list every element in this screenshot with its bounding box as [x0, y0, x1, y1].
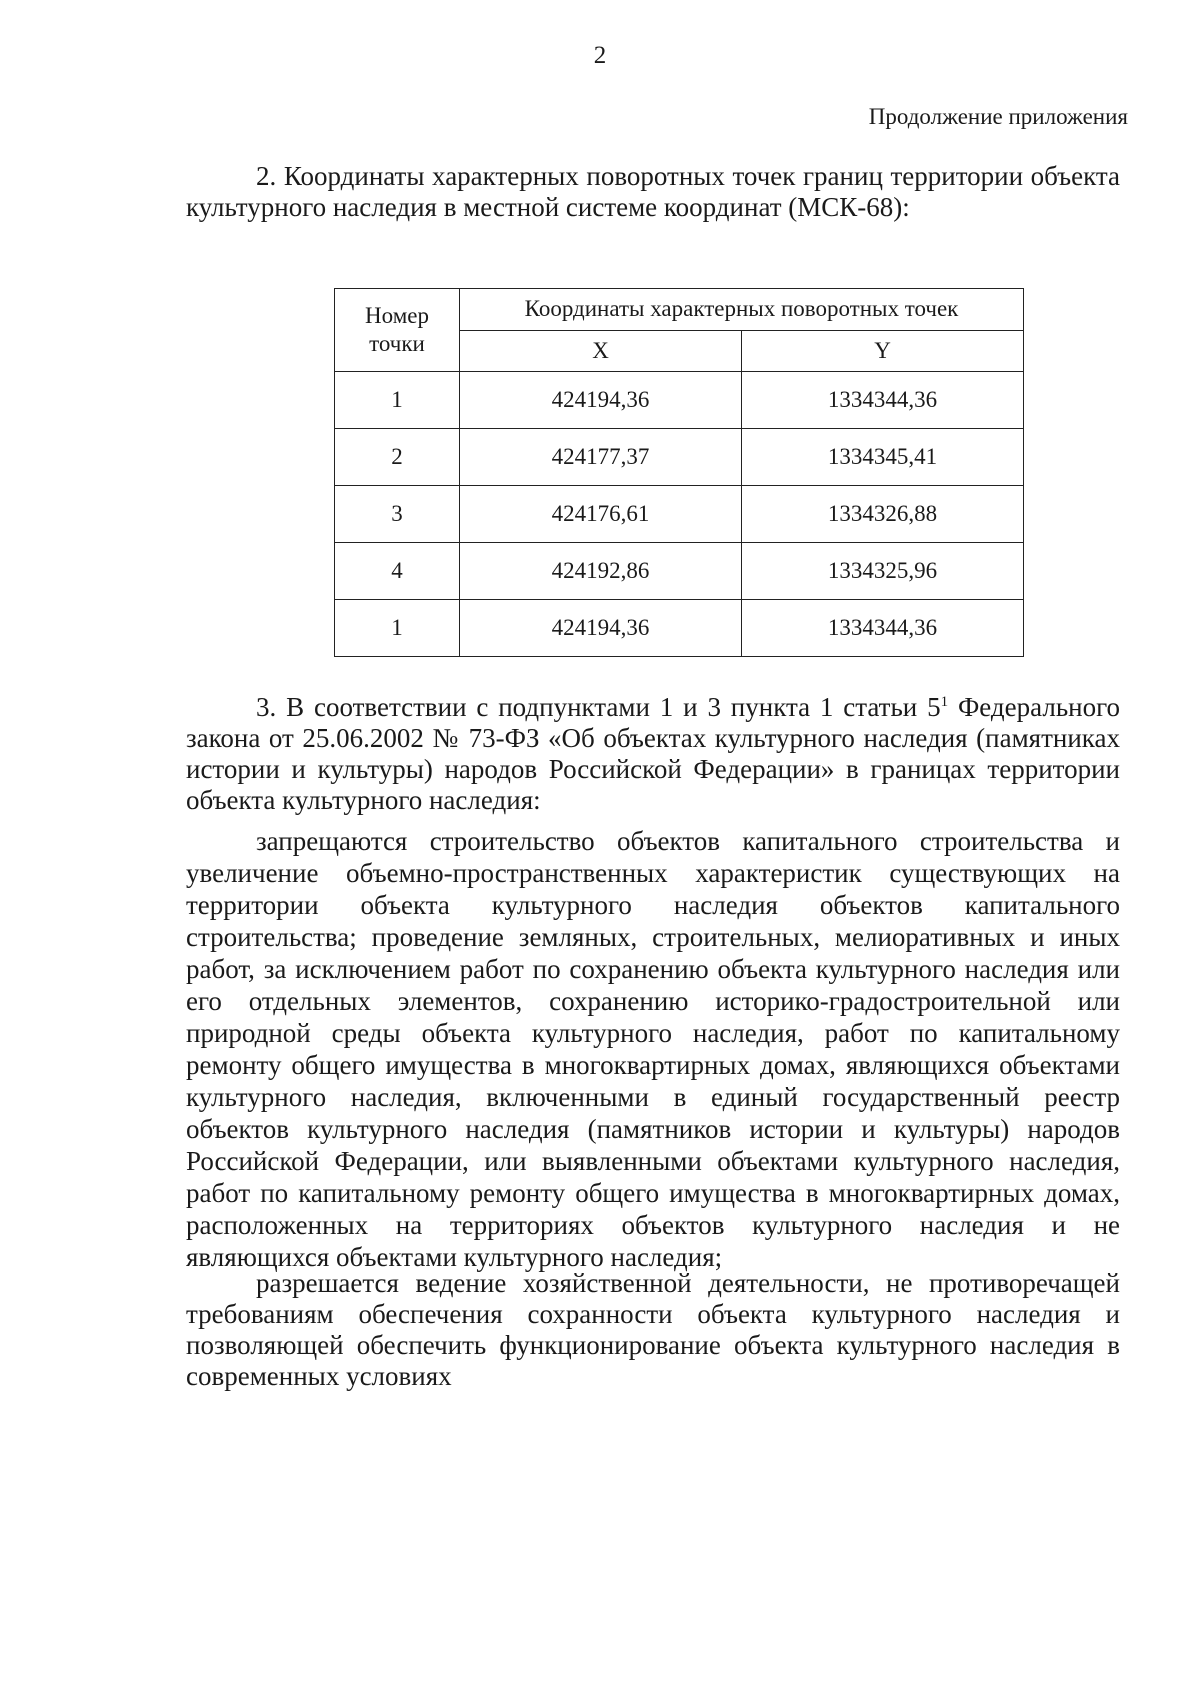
appendix-continuation-note: Продолжение приложения	[868, 104, 1128, 129]
section-3-intro-start: 3. В соответствии с подпунктами 1 и 3 пункта 1 статьи 5	[256, 692, 941, 722]
cell-x-coordinate: 424192,86	[460, 543, 742, 600]
article-superscript: 1	[940, 694, 949, 710]
permitted-activities-paragraph: разрешается ведение хозяйственной деятельности, не противоречащей требованиям обеспечения сохранности объекта культурного наследия и позволяющей обеспечить функционирование объекта культурного наследия в современных условиях	[186, 1268, 1120, 1391]
cell-x-coordinate: 424194,36	[460, 372, 742, 429]
column-header-point-number: Номер точки	[335, 289, 460, 372]
cell-y-coordinate: 1334345,41	[742, 429, 1024, 486]
coordinates-table	[334, 288, 1024, 657]
table-row	[335, 543, 1024, 600]
cell-y-coordinate: 1334326,88	[742, 486, 1024, 543]
cell-y-coordinate: 1334325,96	[742, 543, 1024, 600]
page-number: 2	[593, 42, 607, 69]
table-row	[335, 486, 1024, 543]
cell-point-number: 2	[335, 429, 460, 486]
table-row	[335, 372, 1024, 429]
column-header-x: X	[460, 330, 742, 372]
cell-x-coordinate: 424177,37	[460, 429, 742, 486]
section-3-intro-end: Федерального закона от 25.06.2002 № 73-ФЗ «Об объектах культурного наследия (памятниках истории и культуры) народов Российской Федерации» в границах территории объекта культурного наследия:	[186, 692, 1121, 815]
cell-point-number: 4	[335, 543, 460, 600]
cell-x-coordinate: 424194,36	[460, 600, 742, 657]
prohibited-activities-paragraph: запрещаются строительство объектов капитального строительства и увеличение объемно-пространственных характеристик существующих на территории объекта культурного наследия объектов капитального строительства; проведение земляных, строительных, мелиоративных и иных работ, за исключением работ по сохранению объекта культурного наследия или его отдельных элементов, сохранению историко-градостроительной или природной среды объекта культурного наследия, работ по капитальному ремонту общего имущества в многоквартирных домах, являющихся объектами культурного наследия, включенными в единый государственный реестр объектов культурного наследия (памятников истории и культуры) народов Российской Федерации, или выявленными объектами культурного наследия, работ по капитальному ремонту общего имущества в многоквартирных домах, расположенных на территориях объектов культурного наследия и не являющихся объектами культурного наследия;	[186, 826, 1120, 1272]
table-row	[335, 600, 1024, 657]
cell-y-coordinate: 1334344,36	[742, 372, 1024, 429]
cell-y-coordinate: 1334344,36	[742, 600, 1024, 657]
column-header-y: Y	[742, 330, 1024, 372]
section-3-intro	[186, 692, 1120, 816]
cell-x-coordinate: 424176,61	[460, 486, 742, 543]
cell-point-number: 1	[335, 372, 460, 429]
column-header-coordinates: Координаты характерных поворотных точек	[460, 289, 1024, 331]
table-row	[335, 429, 1024, 486]
section-2-heading: 2. Координаты характерных поворотных точек границ территории объекта культурного наследия в местной системе координат (МСК-68):	[186, 161, 1120, 222]
cell-point-number: 3	[335, 486, 460, 543]
cell-point-number: 1	[335, 600, 460, 657]
